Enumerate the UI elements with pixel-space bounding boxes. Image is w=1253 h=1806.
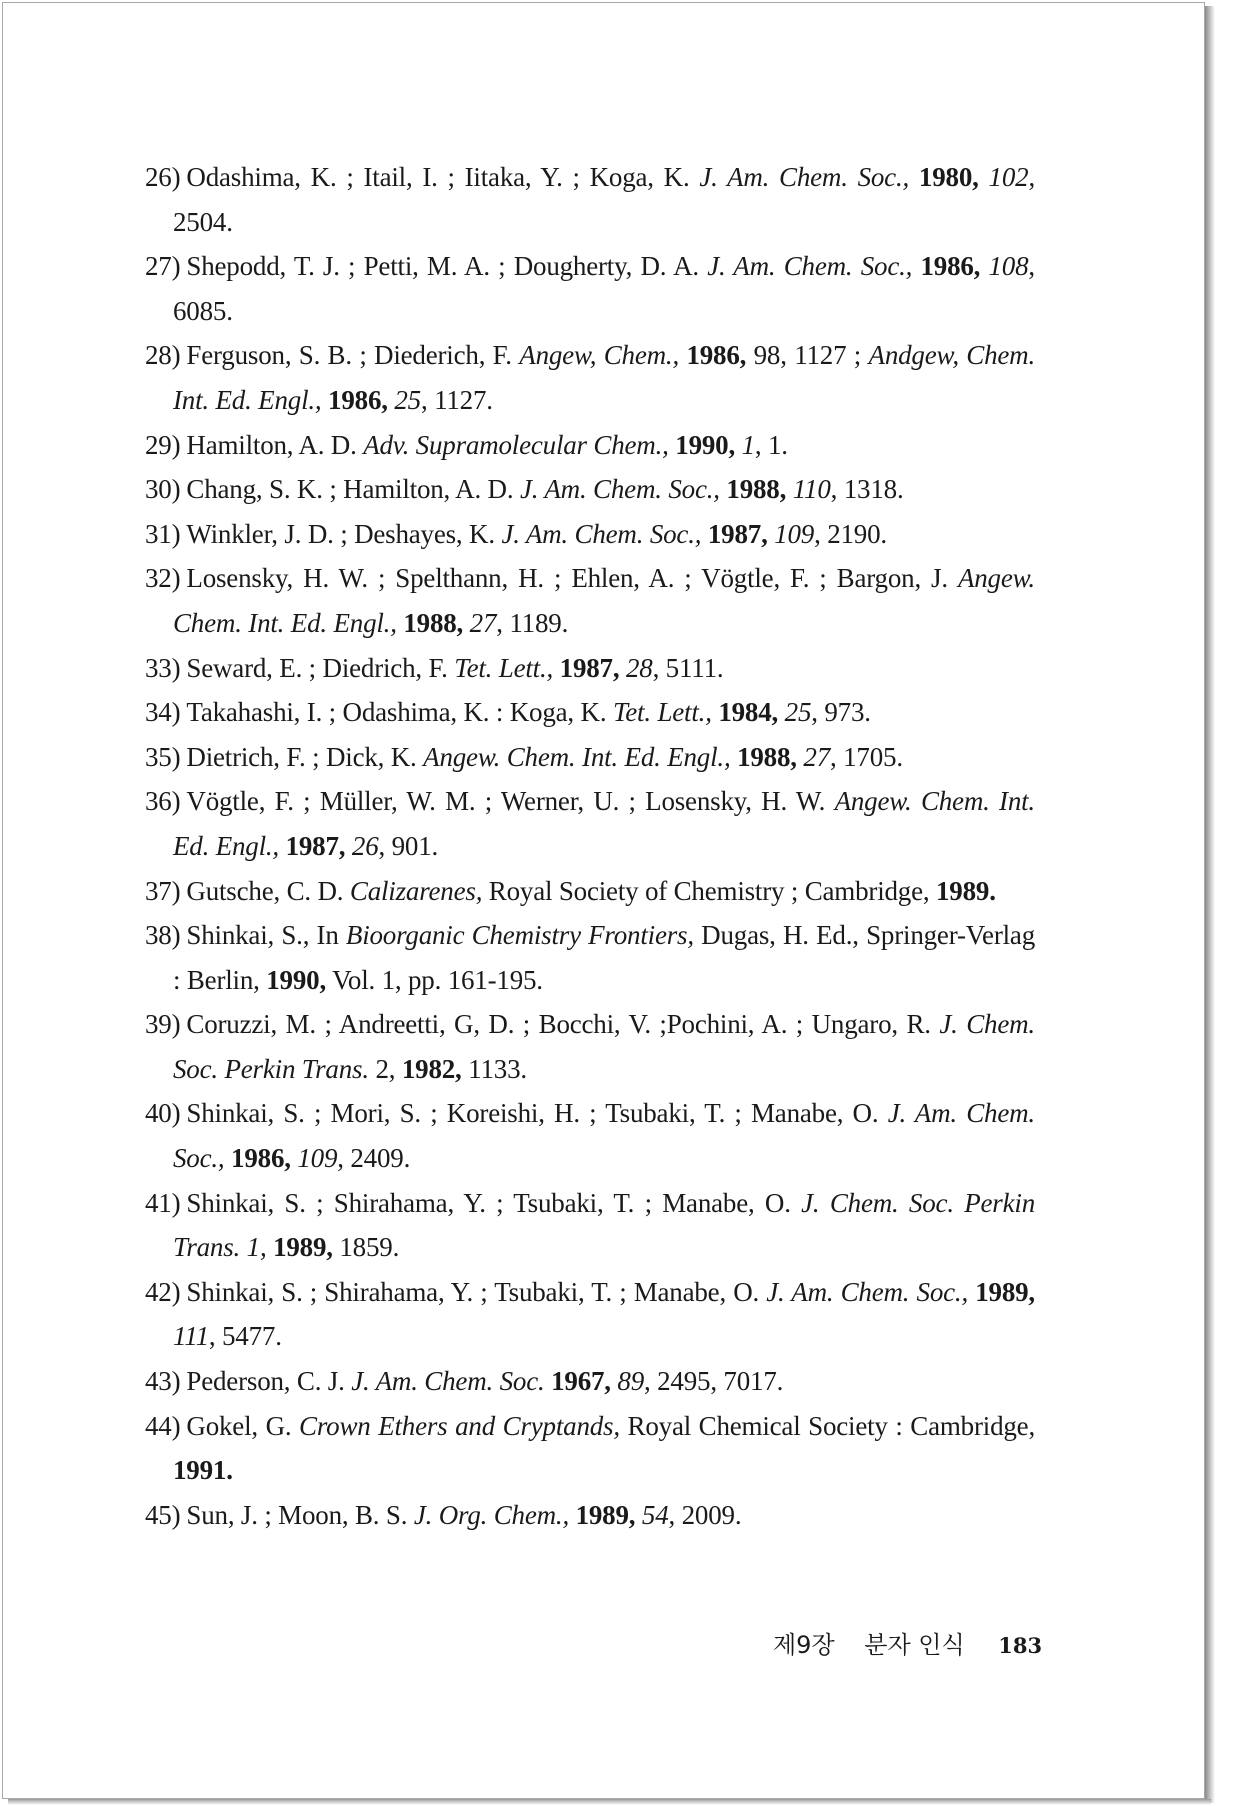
reference-year: 1984,: [718, 697, 779, 728]
reference-number: 35): [145, 741, 181, 772]
reference-year: 1991.: [173, 1455, 233, 1486]
reference-year: 1980,: [918, 162, 979, 192]
reference-italic-text: J. Chem. Soc. Perkin Trans.: [173, 1009, 1035, 1084]
reference-italic-text: Angew. Chem. Int. Ed. Engl.,: [173, 786, 1035, 861]
reference-item: [145, 423, 1035, 468]
reference-text: [979, 162, 989, 192]
reference-italic-text: 27: [469, 607, 497, 638]
reference-italic-text: J. Am. Chem. Soc.,: [501, 518, 702, 549]
reference-item: [145, 155, 1035, 244]
reference-number: 40): [145, 1098, 181, 1129]
reference-number: 31): [145, 518, 181, 549]
reference-item: [145, 333, 1035, 422]
reference-text: , 5111.: [652, 652, 724, 683]
reference-text: Gutsche, C. D.: [186, 875, 350, 906]
reference-text: , 2409.: [337, 1143, 411, 1174]
reference-text: Sun, J. ; Moon, B. S.: [186, 1499, 414, 1530]
reference-item: [145, 913, 1035, 1002]
reference-text: 1133.: [461, 1053, 527, 1084]
reference-year: 1987,: [285, 830, 346, 861]
reference-italic-text: 27: [803, 741, 831, 772]
reference-italic-text: Tet. Lett.,: [454, 652, 554, 683]
reference-text: , 2495, 7017.: [644, 1366, 784, 1397]
reference-item: [145, 1270, 1035, 1359]
reference-text: Dietrich, F. ; Dick, K.: [186, 741, 424, 772]
reference-text: Royal Chemical Society : Cambridge,: [619, 1410, 1036, 1441]
reference-item: [145, 512, 1035, 557]
reference-italic-text: J. Am. Chem. Soc.: [351, 1366, 545, 1397]
reference-item: [145, 556, 1035, 645]
reference-number: 27): [145, 251, 181, 282]
page-number: 183: [998, 1633, 1043, 1658]
page-bottom-shadow: [8, 1799, 1211, 1805]
reference-number: 36): [145, 786, 181, 817]
reference-text: , 1705.: [830, 741, 903, 772]
reference-year: 1988,: [737, 741, 797, 772]
reference-number: 42): [145, 1276, 181, 1307]
reference-italic-text: 54: [641, 1499, 669, 1530]
reference-italic-text: 110: [792, 474, 831, 505]
reference-number: 43): [145, 1366, 181, 1397]
reference-year: 1988,: [403, 607, 464, 638]
reference-italic-text: 26: [351, 830, 379, 861]
reference-text: , 973.: [811, 697, 871, 728]
reference-item: [145, 779, 1035, 868]
reference-text: Winkler, J. D. ; Deshayes, K.: [186, 518, 502, 549]
reference-italic-text: J. Org. Chem.,: [413, 1499, 570, 1530]
reference-italic-text: 109: [774, 518, 815, 549]
reference-item: [145, 735, 1035, 780]
reference-text: 2,: [368, 1053, 402, 1084]
reference-text: Shinkai, S. ; Shirahama, Y. ; Tsubaki, T. ; Manabe, O.: [186, 1276, 767, 1307]
reference-text: Dugas, H. Ed., Springer-Verlag : Berlin,: [173, 920, 1036, 995]
reference-italic-text: Angew, Chem.,: [519, 340, 680, 371]
reference-italic-text: 109: [297, 1143, 338, 1174]
reference-year: 1990,: [675, 429, 736, 460]
reference-italic-text: Bioorganic Chemistry Frontiers,: [345, 920, 694, 951]
reference-text: , 2504.: [173, 162, 1035, 237]
reference-text: , 1.: [754, 429, 788, 460]
reference-text: Shinkai, S. ; Mori, S. ; Koreishi, H. ; Tsubaki, T. ; Manabe, O.: [186, 1098, 888, 1129]
reference-italic-text: 108: [988, 251, 1029, 282]
reference-number: 33): [145, 652, 181, 683]
reference-text: Hamilton, A. D.: [186, 429, 364, 460]
reference-number: 30): [145, 474, 181, 505]
reference-year: 1987,: [559, 652, 620, 683]
reference-text: Shinkai, S. ; Shirahama, Y. ; Tsubaki, T. ; Manabe, O.: [186, 1187, 802, 1218]
reference-text: 98, 1127 ;: [746, 340, 869, 371]
reference-year: 1989,: [975, 1276, 1035, 1307]
reference-year: 1989,: [575, 1499, 636, 1530]
reference-text: Takahashi, I. ; Odashima, K. : Koga, K.: [186, 697, 613, 728]
reference-text: , 1318.: [830, 474, 904, 505]
reference-italic-text: 102: [988, 162, 1029, 192]
reference-number: 45): [145, 1499, 181, 1530]
reference-text: Losensky, H. W. ; Spelthann, H. ; Ehlen, A. ; Vögtle, F. ; Bargon, J.: [186, 563, 958, 594]
reference-italic-text: Calizarenes,: [349, 875, 483, 906]
reference-text: , 901.: [378, 830, 439, 861]
reference-year: 1967,: [551, 1366, 611, 1397]
reference-number: 26): [145, 162, 181, 192]
reference-item: [145, 869, 1035, 914]
reference-number: 41): [145, 1187, 181, 1218]
reference-item: [145, 690, 1035, 735]
reference-italic-text: 28: [625, 652, 653, 683]
reference-number: 29): [145, 429, 181, 460]
reference-text: , 6085.: [173, 251, 1035, 326]
reference-list: [145, 155, 1035, 1537]
reference-item: [145, 646, 1035, 691]
reference-year: 1988,: [726, 474, 787, 505]
reference-text: , 2190.: [814, 518, 887, 549]
reference-text: Coruzzi, M. ; Andreetti, G, D. ; Bocchi, V. ;Pochini, A. ; Ungaro, R.: [186, 1009, 940, 1040]
reference-italic-text: 111: [173, 1321, 209, 1352]
reference-text: Royal Society of Chemistry ; Cambridge,: [482, 875, 936, 906]
reference-number: 37): [145, 875, 181, 906]
chapter-label: 제9장: [773, 1631, 835, 1659]
reference-text: Shinkai, S., In: [186, 920, 346, 951]
reference-italic-text: Andgew, Chem. Int. Ed. Engl.,: [173, 340, 1036, 415]
reference-number: 39): [145, 1009, 181, 1040]
reference-year: 1990,: [266, 964, 327, 995]
reference-text: Vögtle, F. ; Müller, W. M. ; Werner, U. ; Losensky, H. W.: [186, 786, 835, 817]
reference-year: 1989.: [936, 875, 996, 906]
reference-text: [909, 162, 919, 192]
reference-item: [145, 1091, 1035, 1180]
reference-italic-text: J. Am. Chem. Soc.,: [699, 162, 910, 192]
reference-item: [145, 1404, 1035, 1493]
reference-text: Seward, E. ; Diedrich, F.: [186, 652, 455, 683]
reference-number: 44): [145, 1410, 181, 1441]
reference-text: Ferguson, S. B. ; Diederich, F.: [186, 340, 520, 371]
reference-italic-text: Tet. Lett.,: [612, 697, 712, 728]
reference-text: Odashima, K. ; Itail, I. ; Iitaka, Y. ; Koga, K.: [186, 162, 700, 192]
reference-text: Shepodd, T. J. ; Petti, M. A. ; Dougherty, D. A.: [186, 251, 708, 282]
reference-italic-text: J. Am. Chem. Soc.,: [707, 251, 913, 282]
reference-year: 1986,: [686, 340, 747, 371]
chapter-title: 분자 인식: [864, 1631, 965, 1659]
reference-item: [145, 1181, 1035, 1270]
reference-text: , 5477.: [208, 1321, 282, 1352]
reference-italic-text: J. Am. Chem. Soc.,: [766, 1276, 969, 1307]
reference-item: [145, 1002, 1035, 1091]
reference-text: Chang, S. K. ; Hamilton, A. D.: [186, 474, 520, 505]
document-page: [2, 2, 1205, 1799]
reference-italic-text: J. Am. Chem. Soc.,: [173, 1098, 1035, 1174]
reference-text: [980, 251, 988, 281]
reference-text: , 1189.: [496, 607, 569, 638]
reference-text: Vol. 1, pp. 161-195.: [326, 964, 543, 995]
reference-year: 1987,: [707, 518, 768, 549]
reference-number: 34): [145, 697, 181, 728]
reference-italic-text: J. Am. Chem. Soc.,: [519, 474, 720, 505]
reference-year: 1986,: [231, 1143, 291, 1174]
reference-italic-text: 89: [617, 1366, 645, 1397]
reference-year: 1986,: [328, 384, 388, 415]
reference-italic-text: Angew. Chem. Int. Ed. Engl.,: [423, 741, 731, 772]
reference-year: 1986,: [920, 251, 981, 282]
reference-italic-text: Adv. Supramolecular Chem.,: [363, 429, 669, 460]
reference-text: 1859.: [332, 1232, 400, 1263]
reference-item: [145, 244, 1035, 333]
reference-year: 1989,: [273, 1232, 333, 1263]
reference-item: [145, 1359, 1035, 1404]
page-edge-shadow: [1205, 6, 1215, 1803]
reference-number: 38): [145, 920, 181, 951]
reference-italic-text: 25: [394, 384, 421, 415]
reference-text: Gokel, G.: [186, 1410, 300, 1441]
reference-item: [145, 467, 1035, 512]
reference-text: , 2009.: [668, 1499, 742, 1530]
reference-number: 32): [145, 563, 181, 594]
reference-year: 1982,: [401, 1053, 462, 1084]
page-footer: [773, 1625, 1042, 1660]
reference-italic-text: Crown Ethers and Cryptands,: [299, 1410, 620, 1441]
reference-italic-text: J. Chem. Soc. Perkin Trans. 1,: [173, 1187, 1035, 1263]
reference-number: 28): [145, 340, 181, 371]
reference-italic-text: 25: [784, 697, 812, 728]
reference-text: , 1127.: [420, 384, 493, 415]
reference-item: [145, 1493, 1035, 1538]
reference-italic-text: 1: [741, 429, 755, 460]
reference-italic-text: Angew. Chem. Int. Ed. Engl.,: [173, 563, 1035, 638]
reference-text: Pederson, C. J.: [186, 1366, 352, 1397]
